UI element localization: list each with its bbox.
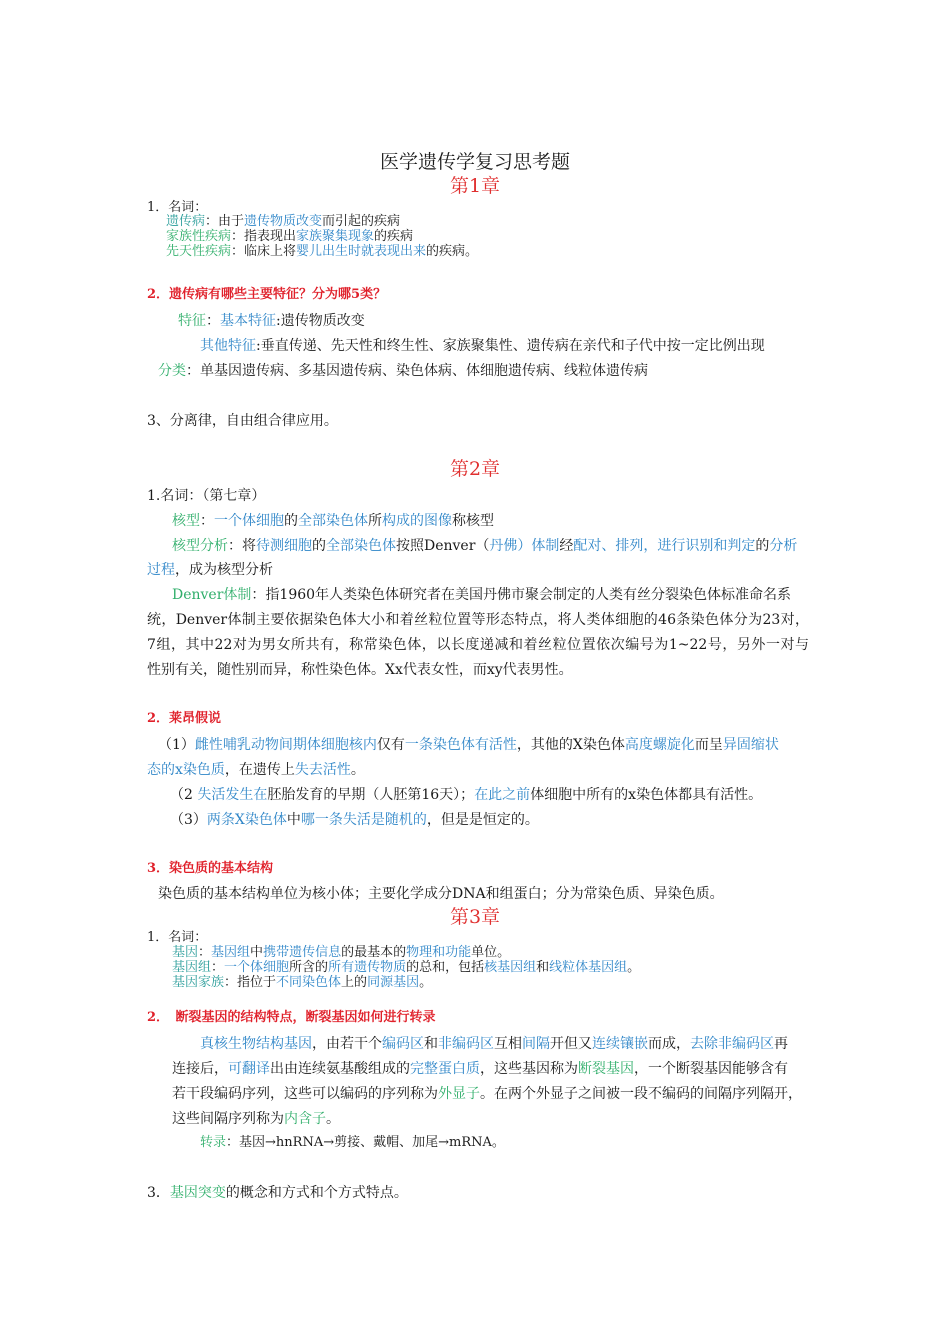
ch3-split-gene-line1: 真核生物结构基因，由若干个编码区和非编码区互相间隔开但又连续镶嵌而成，去除非编码区再 bbox=[200, 1036, 788, 1052]
ch3-q3: 3．基因突变的概念和方式和个方式特点。 bbox=[147, 1185, 408, 1201]
ch2-def-denver-line2: 统，Denver体制主要依据染色体大小和着丝粒位置等形态特点，将人类体细胞的46条染色体分为23对， bbox=[147, 612, 809, 628]
ch2-def-denver-line4: 性别有关，随性别而异，称性染色体。Xx代表女性，而xy代表男性。 bbox=[147, 662, 573, 678]
ch1-q2-heading: 2．遗传病有哪些主要特征？分为哪5类？ bbox=[147, 287, 387, 302]
ch3-def-gene: 基因：基因组中携带遗传信息的最基本的物理和功能单位。 bbox=[172, 945, 511, 960]
ch3-split-gene-line3: 若干段编码序列，这些可以编码的序列称为外显子。在两个外显子之间被一段不编码的间隔序列隔开， bbox=[172, 1086, 802, 1102]
ch2-def-denver-line1: Denver体制：指1960年人类染色体研究者在美国丹佛市聚会制定的人类有丝分裂染色体标准命名系 bbox=[172, 587, 792, 603]
ch2-lyon-point2: （2 失活发生在胚胎发育的早期（人胚第16天）；在此之前体细胞中所有的x染色体都具有活性。 bbox=[170, 787, 763, 803]
chapter-2-title: 第2章 bbox=[449, 458, 501, 480]
ch3-def-gene-family: 基因家族：指位于不同染色体上的同源基因。 bbox=[172, 975, 433, 990]
chapter-3-title: 第3章 bbox=[449, 906, 501, 928]
ch2-def-karyotype-analysis: 核型分析：将待测细胞的全部染色体按照Denver（丹佛）体制经配对、排列，进行识别和判定的分析 bbox=[172, 538, 798, 554]
ch1-def-congenital-disease: 先天性疾病：临床上将婴儿出生时就表现出来的疾病。 bbox=[166, 244, 479, 259]
ch3-transcription: 转录：基因→hnRNA→剪接、戴帽、加尾→mRNA。 bbox=[200, 1135, 505, 1150]
document-title: 医学遗传学复习思考题 bbox=[379, 151, 570, 173]
ch1-classification: 分类：单基因遗传病、多基因遗传病、染色体病、体细胞遗传病、线粒体遗传病 bbox=[158, 363, 648, 379]
ch2-q2-heading: 2．莱昂假说 bbox=[147, 711, 222, 726]
ch2-lyon-point3: （3）两条X染色体中哪一条失活是随机的，但是是恒定的。 bbox=[170, 812, 539, 828]
ch2-lyon-point1-cont: 态的x染色质，在遗传上失去活性。 bbox=[147, 762, 365, 778]
chapter-1-title: 第1章 bbox=[449, 175, 501, 197]
ch1-def-genetic-disease: 遗传病：由于遗传物质改变而引起的疾病 bbox=[166, 214, 401, 229]
ch2-q3-text: 染色质的基本结构单位为核小体；主要化学成分DNA和组蛋白；分为常染色质、异染色质。 bbox=[158, 886, 724, 902]
term: 遗传病 bbox=[166, 214, 206, 229]
ch3-split-gene-line4: 这些间隔序列称为内含子。 bbox=[172, 1111, 340, 1127]
ch2-q1-label: 1.名词：（第七章） bbox=[147, 488, 266, 504]
ch2-q3-heading: 3．染色质的基本结构 bbox=[147, 861, 274, 876]
ch3-q1-label: 1．名词： bbox=[147, 930, 208, 945]
ch3-def-genome: 基因组：一个体细胞所含的所有遗传物质的总和，包括核基因组和线粒体基因组。 bbox=[172, 960, 641, 975]
ch1-other-features: 其他特征:垂直传递、先天性和终生性、家族聚集性、遗传病在亲代和子代中按一定比例出现 bbox=[200, 338, 765, 354]
ch2-def-denver-line3: 7组，其中22对为男女所共有，称常染色体，以长度递减和着丝粒位置依次编号为1~22号，另外一对与 bbox=[147, 637, 809, 653]
ch3-split-gene-line2: 连接后，可翻译出由连续氨基酸组成的完整蛋白质，这些基因称为断裂基因，一个断裂基因能够含有 bbox=[172, 1061, 788, 1077]
ch3-q2-heading: 2． 断裂基因的结构特点，断裂基因如何进行转录 bbox=[147, 1010, 436, 1025]
ch1-q3: 3、分离律，自由组合律应用。 bbox=[147, 413, 338, 429]
ch1-def-familial-disease: 家族性疾病：指表现出家族聚集现象的疾病 bbox=[166, 229, 414, 244]
ch2-def-karyotype-analysis-cont: 过程，成为核型分析 bbox=[147, 562, 273, 578]
term: 家族性疾病 bbox=[166, 229, 232, 244]
ch2-def-karyotype: 核型：一个体细胞的全部染色体所构成的图像称核型 bbox=[172, 513, 494, 529]
ch1-q1-label: 1．名词： bbox=[147, 200, 208, 215]
ch2-lyon-point1: （1）雌性哺乳动物间期体细胞核内仅有一条染色体有活性，其他的X染色体高度螺旋化而呈异固缩状 bbox=[158, 737, 779, 753]
ch1-features: 特征：基本特征:遗传物质改变 bbox=[178, 313, 365, 329]
term: 先天性疾病 bbox=[166, 244, 232, 259]
